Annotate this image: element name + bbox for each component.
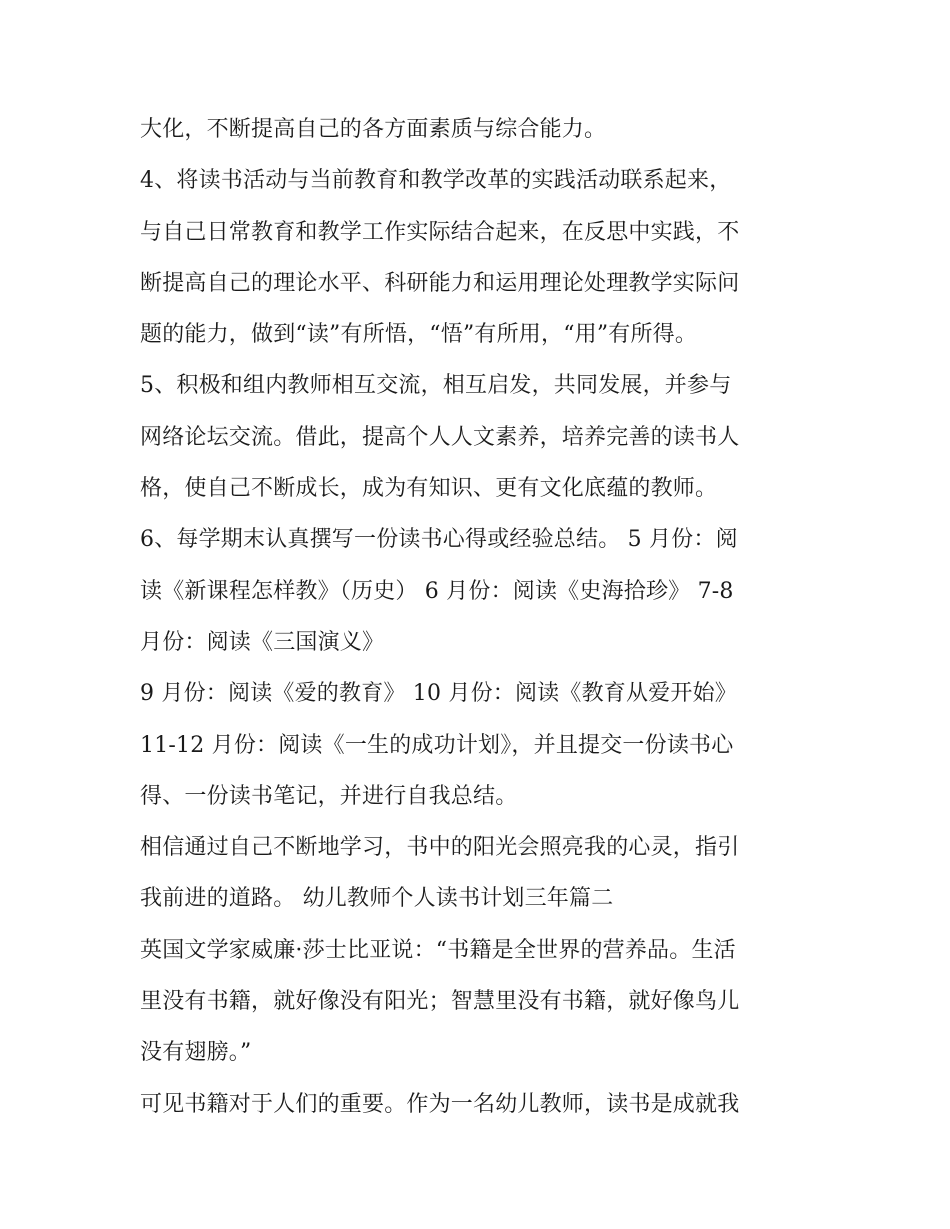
text-line: 9 月份：阅读《爱的教育》 10 月份：阅读《教育从爱开始》 xyxy=(140,681,737,707)
text-line: 没有翅膀。” xyxy=(140,1040,252,1066)
text-line: 相信通过自己不断地学习，书中的阳光会照亮我的心灵，指引 xyxy=(140,835,740,861)
text-line: 4、将读书活动与当前教育和教学改革的实践活动联系起来， xyxy=(140,168,732,194)
text-line: 月份：阅读《三国演义》 xyxy=(140,629,385,655)
text-line: 题的能力，做到“读”有所悟，“悟”有所用，“用”有所得。 xyxy=(140,322,698,348)
text-line: 11-12 月份：阅读《一生的成功计划》，并且提交一份读书心 xyxy=(140,732,734,758)
text-line: 与自己日常教育和教学工作实际结合起来，在反思中实践，不 xyxy=(140,219,740,245)
text-line: 得、一份读书笔记，并进行自我总结。 xyxy=(140,783,518,809)
text-line: 5、积极和组内教师相互交流，相互启发，共同发展，并参与 xyxy=(140,373,732,399)
document-body xyxy=(140,104,820,1130)
text-line: 格，使自己不断成长，成为有知识、更有文化底蕴的教师。 xyxy=(140,476,718,502)
text-line: 我前进的道路。 幼儿教师个人读书计划三年篇二 xyxy=(140,886,614,912)
text-line: 大化，不断提高自己的各方面素质与综合能力。 xyxy=(140,117,607,142)
text-line: 6、每学期末认真撰写一份读书心得或经验总结。 5 月份：阅 xyxy=(140,527,738,553)
text-line: 断提高自己的理论水平、科研能力和运用理论处理教学实际问 xyxy=(140,270,740,296)
text-line: 里没有书籍，就好像没有阳光；智慧里没有书籍，就好像鸟儿 xyxy=(140,989,740,1015)
text-line: 可见书籍对于人们的重要。作为一名幼儿教师，读书是成就我 xyxy=(140,1091,740,1117)
text-line: 读《新课程怎样教》（历史） 6 月份：阅读《史海拾珍》 7-8 xyxy=(140,578,734,604)
text-line: 网络论坛交流。借此，提高个人人文素养，培养完善的读书人 xyxy=(140,424,740,450)
text-line: 英国文学家威廉·莎士比亚说：“书籍是全世界的营养品。生活 xyxy=(140,937,736,963)
